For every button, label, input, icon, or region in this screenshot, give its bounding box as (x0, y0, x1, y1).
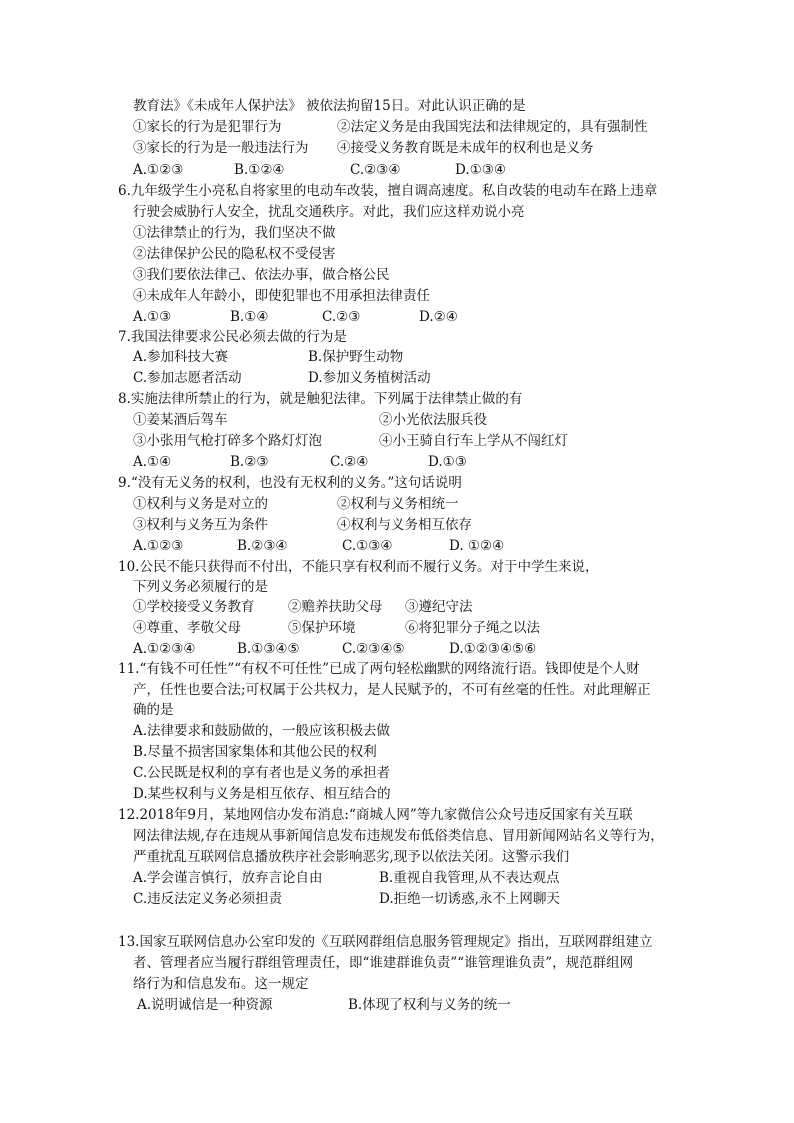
q10-item-6: ⑥将犯罪分子绳之以法 (405, 620, 540, 636)
q10-item-2: ②赡养扶助父母 (288, 599, 383, 615)
q12-stem-line-1: 12.2018年9月，某地网信办发布消息:“商城人网”等九家微信公众号违反国家有关互联 (118, 807, 633, 823)
q5-option-b[interactable]: B.①②④ (234, 162, 285, 178)
q10-item-3: ③遵纪守法 (405, 599, 473, 615)
q9-item-4: ④权利与义务相互依存 (337, 517, 472, 533)
q10-item-4: ④尊重、孝敬父母 (133, 620, 241, 636)
q6-option-a[interactable]: A.①③ (133, 309, 172, 325)
q9-item-2: ②权利与义务相统一 (337, 496, 459, 512)
q12-stem-line-2: 网法律法规,存在违规从事新闻信息发布违规发布低俗类信息、冒用新闻网站名义等行为， (133, 828, 664, 844)
q5-item-4: ④接受义务教育既是未成年的权利也是义务 (337, 140, 594, 156)
q5-item-1: ①家长的行为是犯罪行为 (133, 119, 282, 135)
q9-item-1: ①权利与义务是对立的 (133, 496, 268, 512)
q7-option-c[interactable]: C.参加志愿者活动 (133, 370, 242, 386)
q13-option-b[interactable]: B.体现了权利与义务的统一 (348, 997, 511, 1013)
q9-option-b[interactable]: B.②③④ (237, 538, 288, 554)
q6-item-4: ④未成年人年龄小，即使犯罪也不用承担法律责任 (133, 288, 430, 304)
q11-option-a[interactable]: A.法律要求和鼓励做的，一般应该积极去做 (133, 723, 391, 739)
q10-option-c[interactable]: C.②③④⑤ (342, 641, 405, 657)
q7-stem: 7.我国法律要求公民必须去做的行为是 (118, 329, 347, 345)
q7-option-a[interactable]: A.参加科技大赛 (133, 349, 229, 365)
q11-option-c[interactable]: C.公民既是权利的享有者也是义务的承担者 (133, 765, 391, 781)
q8-stem: 8.实施法律所禁止的行为，就是触犯法律。下列属于法律禁止做的有 (118, 391, 523, 407)
q7-option-d[interactable]: D.参加义务植树活动 (308, 370, 431, 386)
q8-item-4: ④小王骑自行车上学从不闯红灯 (379, 433, 568, 449)
q9-stem: 9.“没有无义务的权利，也没有无权利的义务。”这句话说明 (118, 475, 462, 491)
q12-option-a[interactable]: A.学会谨言慎行，放弃言论自由 (133, 870, 323, 886)
q9-option-c[interactable]: C.①③④ (342, 538, 393, 554)
q12-option-d[interactable]: D.拒绝一切诱惑,永不上网聊天 (379, 891, 560, 907)
q11-stem-line-2: 产，任性也要合法;可权属于公共权力，是人民赋予的，不可有丝毫的任性。对此理解正 (133, 682, 651, 698)
q8-option-a[interactable]: A.①④ (133, 454, 172, 470)
q11-stem-line-1: 11.“有钱不可任性”“有权不可任性”已成了两句轻松幽默的网络流行语。钱即使是个人财 (118, 661, 640, 677)
q10-option-d[interactable]: D.①②③④⑤⑥ (449, 641, 537, 657)
q10-item-5: ⑤保护环境 (288, 620, 356, 636)
q7-option-b[interactable]: B.保护野生动物 (308, 349, 404, 365)
q10-option-b[interactable]: B.①③④⑤ (237, 641, 300, 657)
q9-option-d[interactable]: D. ①②④ (449, 538, 505, 554)
q12-stem-line-3: 严重扰乱互联网信息播放秩序社会影响恶劣,现予以依法关闭。这警示我们 (133, 849, 570, 865)
q8-option-c[interactable]: C.②④ (330, 454, 369, 470)
q11-option-d[interactable]: D.某些权利与义务是相互依存、相互结合的 (133, 786, 391, 802)
q9-option-a[interactable]: A.①②③ (133, 538, 184, 554)
q6-item-3: ③我们要依法律己、依法办事，做合格公民 (133, 267, 390, 283)
q13-stem-line-2: 者、管理者应当履行群组管理责任，即“谁建群谁负责”“谁管理谁负责”，规范群组网 (133, 955, 634, 971)
q6-item-2: ②法律保护公民的隐私权不受侵害 (133, 246, 336, 262)
q8-item-1: ①姜某酒后驾车 (133, 412, 228, 428)
q5-stem: 教育法》《未成年人保护法》 被依法拘留15日。对此认识正确的是 (133, 98, 526, 114)
q8-option-d[interactable]: D.①③ (428, 454, 467, 470)
q13-stem-line-1: 13.国家互联网信息办公室印发的《互联网群组信息服务管理规定》指出，互联网群组建立 (118, 934, 653, 950)
q10-stem-line-1: 10.公民不能只获得而不付出，不能只享有权利而不履行义务。对于中学生来说， (118, 559, 599, 575)
q10-stem-line-2: 下列义务必须履行的是 (133, 579, 268, 595)
q5-item-3: ③家长的行为是一般违法行为 (133, 140, 309, 156)
q10-option-a[interactable]: A.①②③④ (133, 641, 196, 657)
q8-item-3: ③小张用气枪打碎多个路灯灯泡 (133, 433, 322, 449)
q5-option-a[interactable]: A.①②③ (133, 162, 184, 178)
q8-option-b[interactable]: B.②③ (230, 454, 269, 470)
q6-option-d[interactable]: D.②④ (419, 309, 458, 325)
q5-item-2: ②法定义务是由我国宪法和法律规定的，具有强制性 (337, 119, 648, 135)
q9-item-3: ③权利与义务互为条件 (133, 517, 268, 533)
q5-option-d[interactable]: D.①③④ (455, 162, 506, 178)
q6-option-c[interactable]: C.②③ (322, 309, 361, 325)
q10-item-1: ①学校接受义务教育 (133, 599, 255, 615)
q6-stem-line-2: 行驶会威胁行人安全，扰乱交通秩序。对此，我们应这样劝说小亮 (133, 204, 525, 220)
q12-option-c[interactable]: C.违反法定义务必须担责 (133, 891, 283, 907)
q6-option-b[interactable]: B.①④ (230, 309, 269, 325)
q5-option-c[interactable]: C.②③④ (350, 162, 401, 178)
q11-option-b[interactable]: B.尽量不损害国家集体和其他公民的权利 (133, 744, 377, 760)
q12-option-b[interactable]: B.重视自我管理,从不表达观点 (379, 870, 560, 886)
q11-stem-line-3: 确的是 (133, 702, 174, 718)
q6-stem-line-1: 6.九年级学生小亮私自将家里的电动车改装，擅自调高速度。私自改装的电动车在路上违章 (118, 183, 658, 199)
q13-stem-line-3: 络行为和信息发布。这一规定 (133, 976, 309, 992)
q13-option-a[interactable]: A.说明诚信是一种资源 (137, 997, 273, 1013)
q6-item-1: ①法律禁止的行为，我们坚决不做 (133, 225, 336, 241)
q8-item-2: ②小光依法服兵役 (379, 412, 487, 428)
